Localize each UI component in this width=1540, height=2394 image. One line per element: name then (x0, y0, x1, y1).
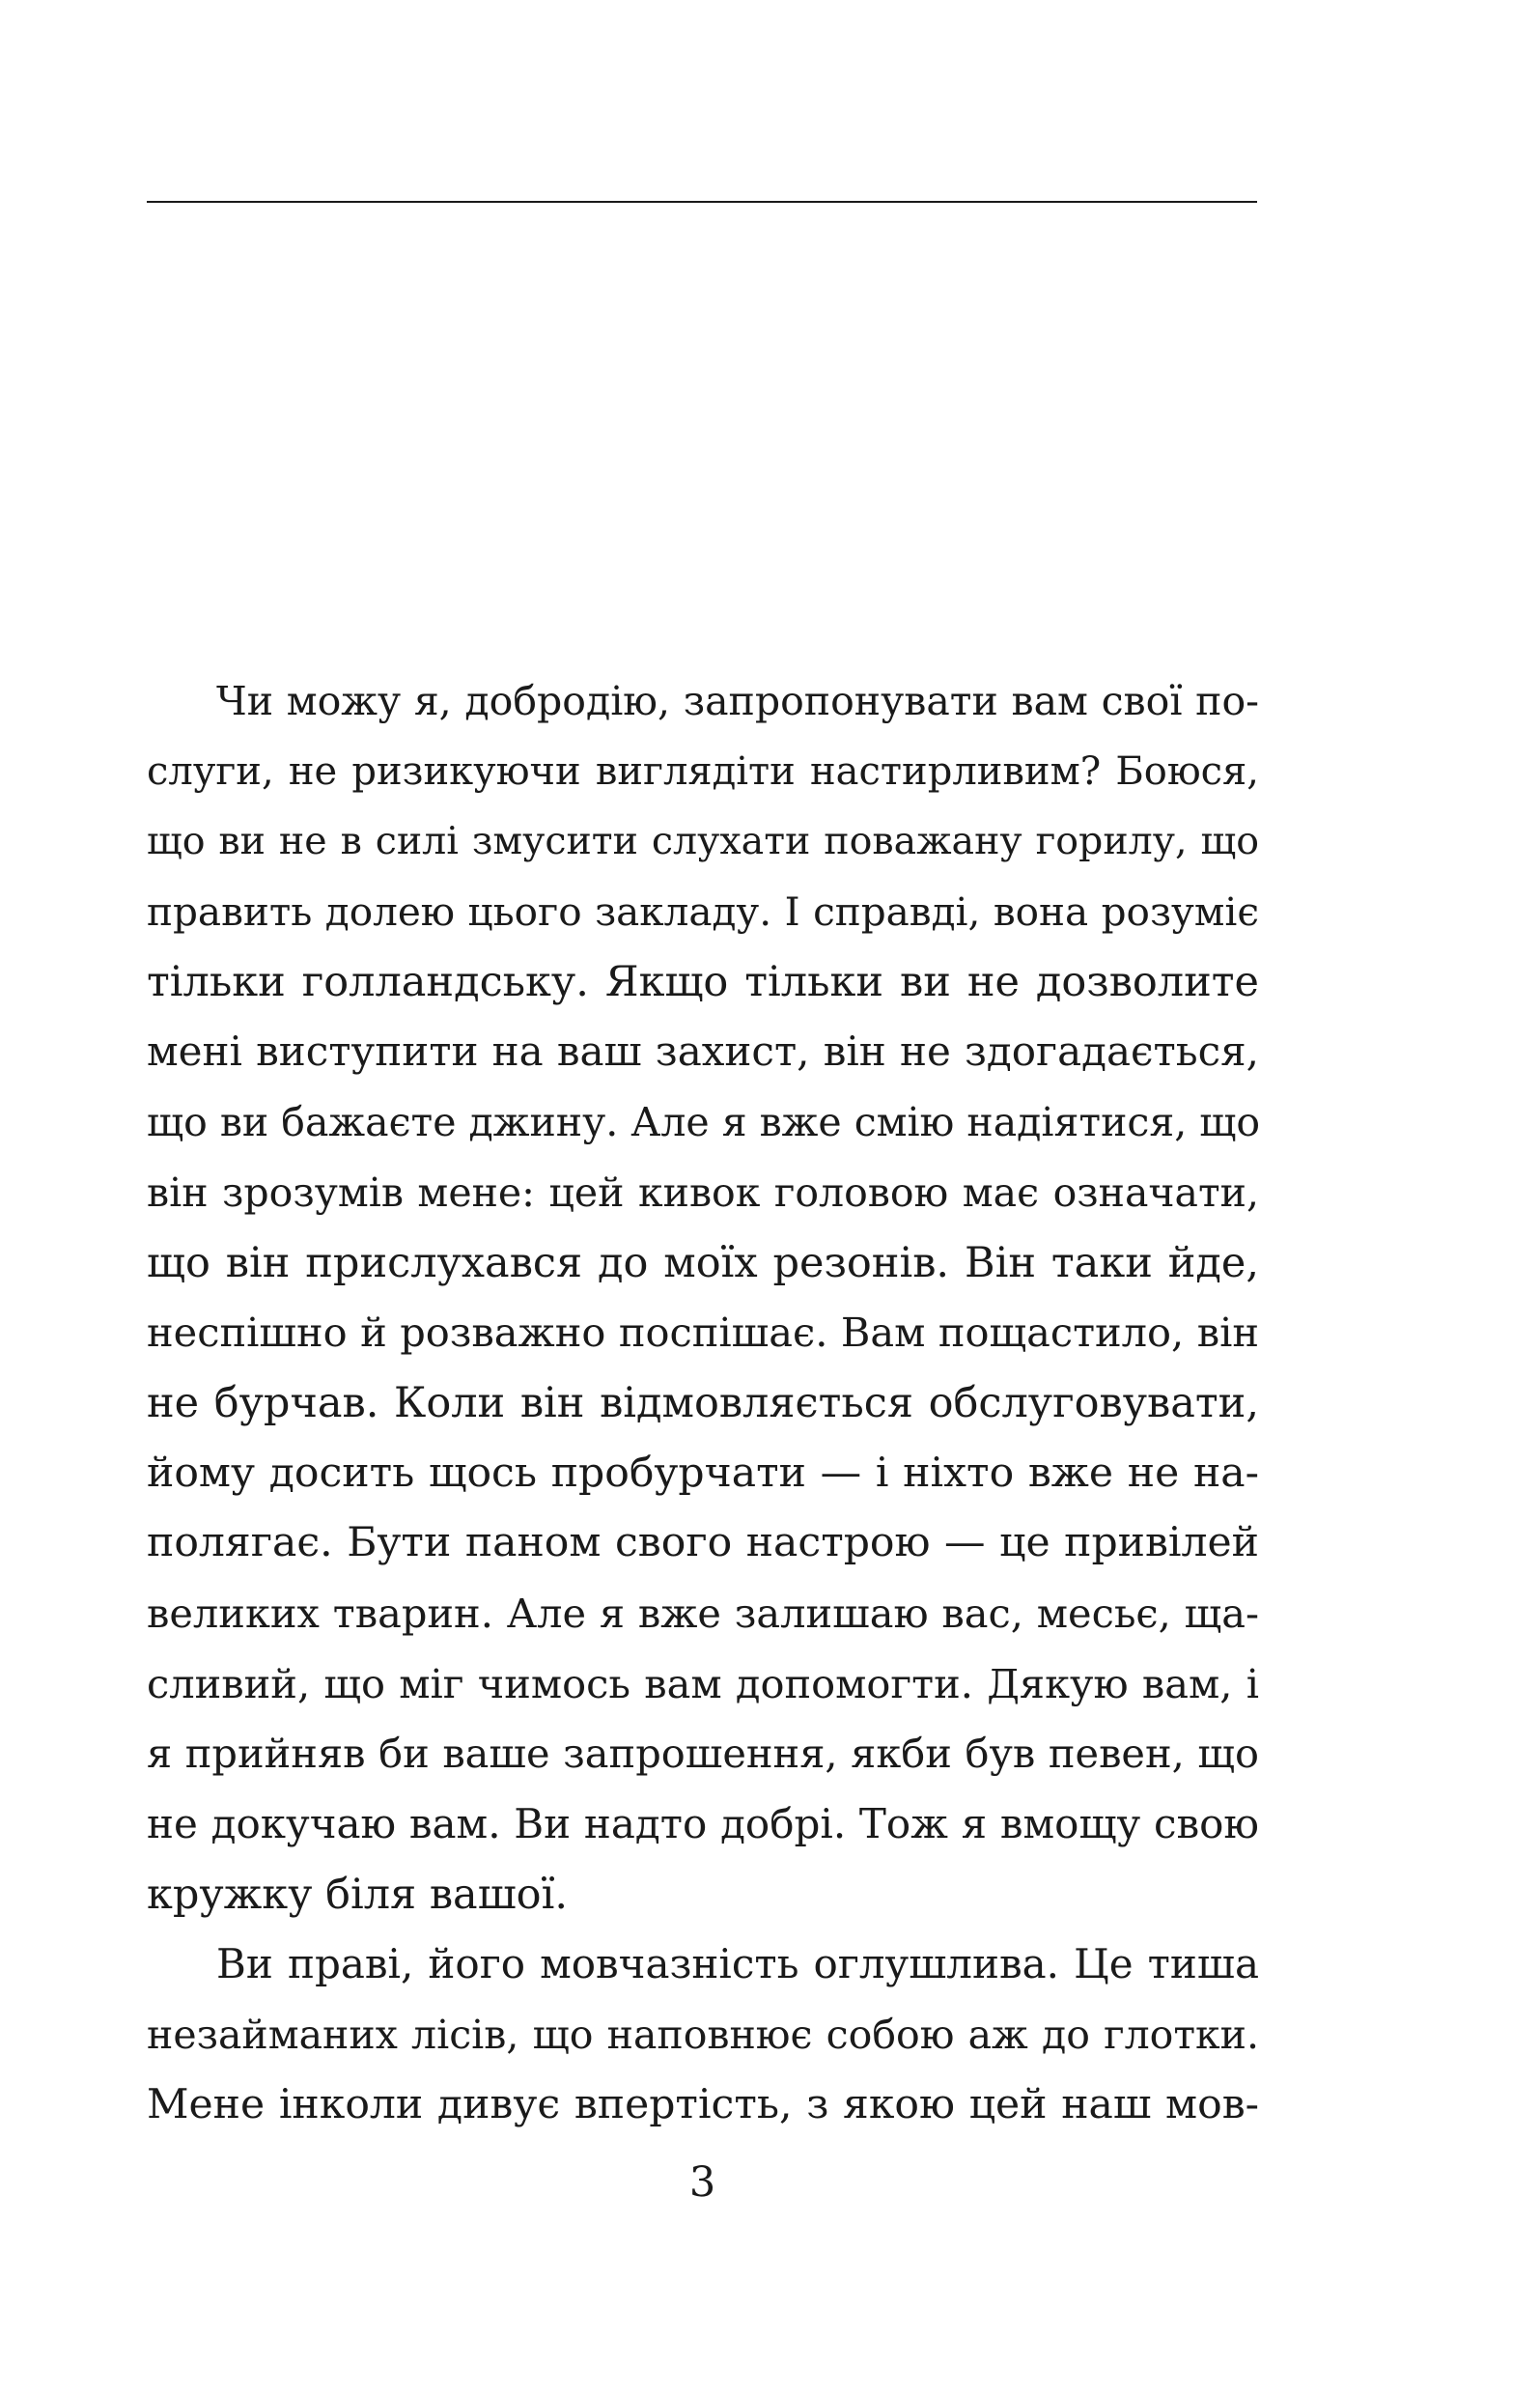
text-line: великих тварин. Але я вже залишаю вас, месьє, ща- (147, 1589, 1259, 1637)
page-number: 3 (688, 2158, 716, 2207)
text-line: йому досить щось пробурчати — і ніхто вже не на- (147, 1449, 1259, 1497)
text-line: незайманих лісів, що наповнює собою аж до глотки. (147, 2012, 1259, 2059)
text-line: не докучаю вам. Ви надто добрі. Тож я вмощу свою (147, 1800, 1259, 1847)
text-line: править долею цього закладу. І справді, вона розуміє (147, 888, 1259, 936)
text-line: кружку біля вашої. (147, 1870, 568, 1919)
text-line: він зрозумів мене: цей кивок головою має означати, (147, 1169, 1259, 1216)
text-line: полягає. Бути паном свого настрою — це привілей (147, 1519, 1259, 1567)
text-line: Чи можу я, добродію, запропонувати вам свої по- (216, 678, 1259, 724)
header-rule (147, 201, 1257, 203)
text-line: що ви не в силі змусити слухати поважану горилу, що (147, 819, 1259, 864)
text-line: Мене інколи дивує впертість, з якою цей наш мов- (147, 2080, 1259, 2128)
body-text (147, 666, 1259, 2140)
text-line: що він прислухався до моїх резонів. Він таки йде, (147, 1238, 1259, 1287)
paragraph-1 (147, 666, 1259, 1929)
paragraph-2 (147, 1929, 1259, 2140)
text-line: не бурчав. Коли він відмовляється обслуговувати, (147, 1378, 1259, 1427)
text-line: що ви бажаєте джину. Але я вже смію надіятися, що (147, 1099, 1261, 1146)
text-line: тільки голландську. Якщо тільки ви не дозволите (147, 957, 1259, 1006)
text-line: сливий, що міг чимось вам допомогти. Дякую вам, і (147, 1659, 1259, 1707)
text-line: Ви праві, його мовчазність оглушлива. Це тиша (216, 1940, 1259, 1988)
text-line: мені виступити на ваш захист, він не здогадається, (147, 1028, 1259, 1076)
text-line: неспішно й розважно поспішає. Вам пощастило, він (147, 1309, 1259, 1357)
text-line: я прийняв би ваше запрошення, якби був певен, що (147, 1730, 1259, 1778)
text-line: слуги, не ризикуючи виглядіти настирливим? Боюся, (147, 748, 1259, 794)
